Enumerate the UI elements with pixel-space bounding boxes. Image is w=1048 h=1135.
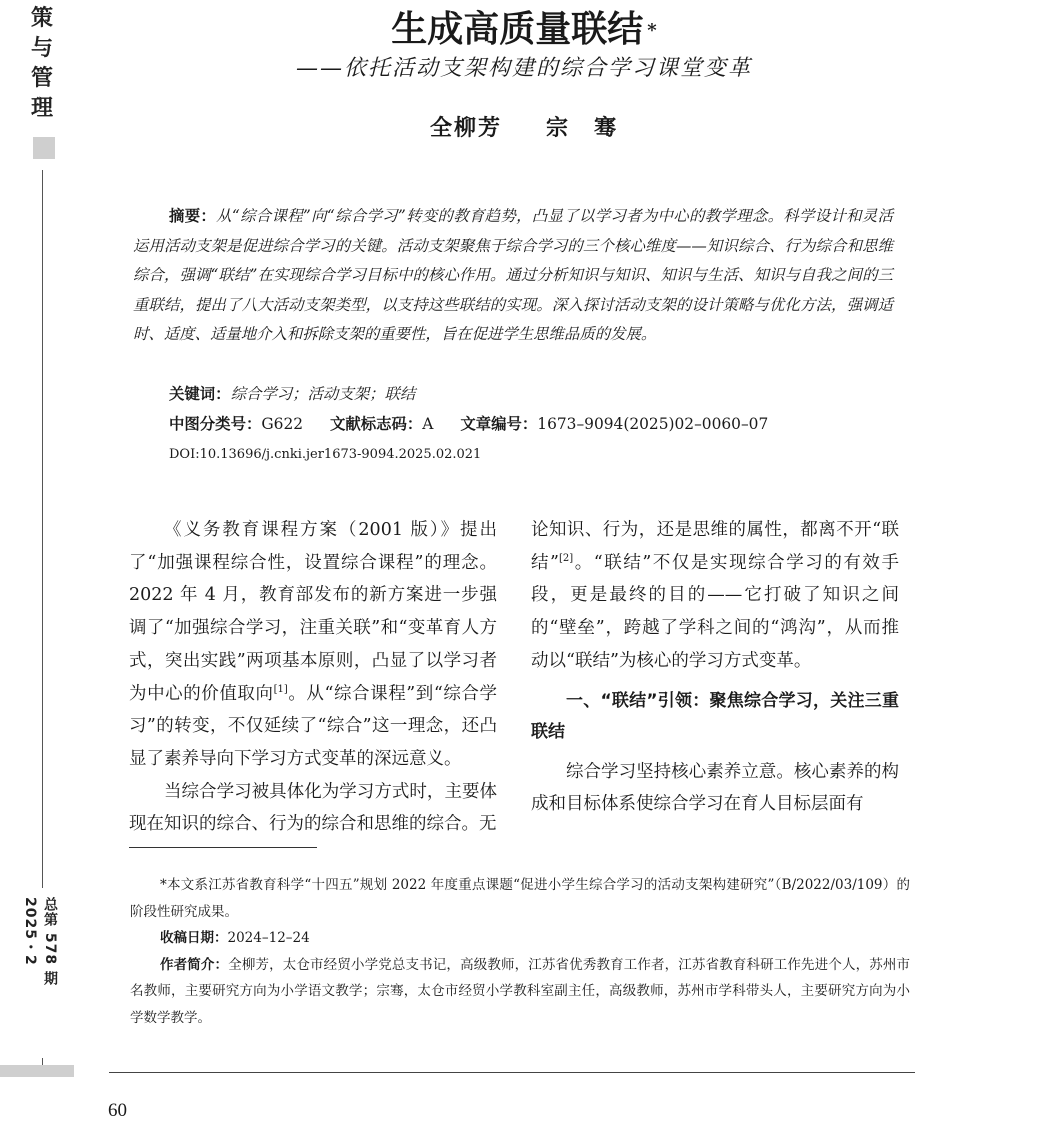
doc-code-value: A [422, 415, 434, 433]
author-bio-text: 全柳芳，太仓市经贸小学党总支书记，高级教师，江苏省优秀教育工作者，江苏省教育科研工作先进个人，苏州市名教师，主要研究方向为小学语文教学；宗骞，太仓市经贸小学教科室副主任，高级教师，苏州市学科带头人，主要研究方向为小学数学教学。 [130, 956, 911, 1026]
paragraph [531, 514, 899, 678]
body-column-left [129, 514, 497, 841]
abstract [133, 202, 893, 350]
footnote-rule [129, 847, 317, 848]
author-bio-label: 作者简介： [160, 956, 229, 973]
article-number-value: 1673–9094(2025)02–0060–07 [537, 415, 769, 433]
column-title-char: 理 [30, 96, 53, 121]
author-name: 宗 骞 [546, 116, 619, 141]
issue-year: 2025・2 [22, 897, 38, 966]
side-vertical-rule [42, 170, 43, 888]
keywords-text: 综合学习；活动支架；联结 [230, 385, 416, 403]
body-column-right [531, 514, 899, 821]
abstract-text: 从“综合课程”向“综合学习”转变的教育趋势，凸显了以学习者为中心的教学理念。科学设计和灵活运用活动支架是促进综合学习的关键。活动支架聚焦于综合学习的三个核心维度——知识综合、行为综合和思维综合，强调“联结”在实现综合学习目标中的核心作用。通过分析知识与知识、知识与生活、知识与自我之间的三重联结，提出了八大活动支架类型，以支持这些联结的实现。深入探讨活动支架的设计策略与优化方法，强调适时、适度、适量地介入和拆除支架的重要性，旨在促进学生思维品质的发展。 [133, 207, 893, 343]
article-subtitle: ——依托活动支架构建的综合学习课堂变革 [295, 56, 752, 81]
paragraph: 综合学习坚持核心素养立意。核心素养的构成和目标体系使综合学习在育人目标层面有 [531, 761, 899, 815]
footnotes [130, 872, 910, 1031]
classification-info [169, 410, 790, 439]
column-title-char: 与 [30, 36, 53, 61]
keywords [169, 380, 415, 409]
keywords-label: 关键词： [169, 385, 231, 403]
received-value: 2024–12–24 [227, 930, 310, 946]
article-title-text: 生成高质量联结 [391, 8, 644, 50]
page-bottom-rule [109, 1072, 915, 1073]
paragraph-text: 。从“综合课程”到“综合学习”的转变，不仅延续了“综合”这一理念，还凸显了素养导向下学习方式变革的深远意义。 [129, 683, 498, 769]
issue-info [24, 897, 60, 1057]
doc-code-label: 文献标志码： [329, 415, 423, 433]
citation-ref: [2] [559, 552, 574, 564]
paragraph: 当综合学习被具体化为学习方式时，主要体现在知识的综合、行为的综合和思维的综合。无 [129, 781, 497, 835]
page-number: 60 [108, 1100, 127, 1121]
clc-value: G622 [261, 415, 304, 433]
section-heading: 一、“联结”引领：聚焦综合学习，关注三重联结 [531, 690, 899, 742]
side-bottom-block [0, 1065, 74, 1077]
paragraph [129, 514, 497, 776]
paragraph-text: 《义务教育课程方案（2001 版）》提出了“加强课程综合性，设置综合课程”的理念。2022 年 4 月，教育部发布的新方案进一步强调了“加强综合学习，注重关联”和“变革育人方式，突出实践”两项基本原则，凸显了以学习者为中心的价值取向 [129, 520, 497, 704]
received-label: 收稿日期： [160, 930, 228, 946]
received-date [130, 925, 910, 952]
issue-total: 总第 578 期 [42, 897, 58, 986]
citation-ref: [1] [273, 683, 288, 695]
column-title-char: 管 [30, 66, 53, 91]
authors [0, 112, 1048, 146]
column-title-char: 策 [30, 6, 53, 31]
title-footnote-mark: * [647, 20, 657, 41]
author-bio [130, 952, 910, 1032]
author-name: 全柳芳 [429, 116, 502, 141]
clc-label: 中图分类号： [169, 415, 262, 433]
article-title [0, 4, 1048, 54]
article-number-label: 文章编号： [460, 415, 538, 433]
doi: DOI:10.13696/j.cnki.jer1673-9094.2025.02.021 [169, 447, 482, 462]
funding-note: *本文系江苏省教育科学“十四五”规划 2022 年度重点课题“促进小学生综合学习的活动支架构建研究”（B/2022/03/109）的阶段性研究成果。 [130, 877, 910, 920]
paragraph-text: 论知识、行为，还是思维的属性，都离不开“联结” [531, 520, 899, 573]
paragraph-text: 。“联结”不仅是实现综合学习的有效手段，更是最终的目的——它打破了知识之间的“壁垒”，跨越了学科之间的“鸿沟”，从而推动以“联结”为核心的学习方式变革。 [531, 552, 899, 671]
abstract-label: 摘要： [169, 207, 217, 225]
